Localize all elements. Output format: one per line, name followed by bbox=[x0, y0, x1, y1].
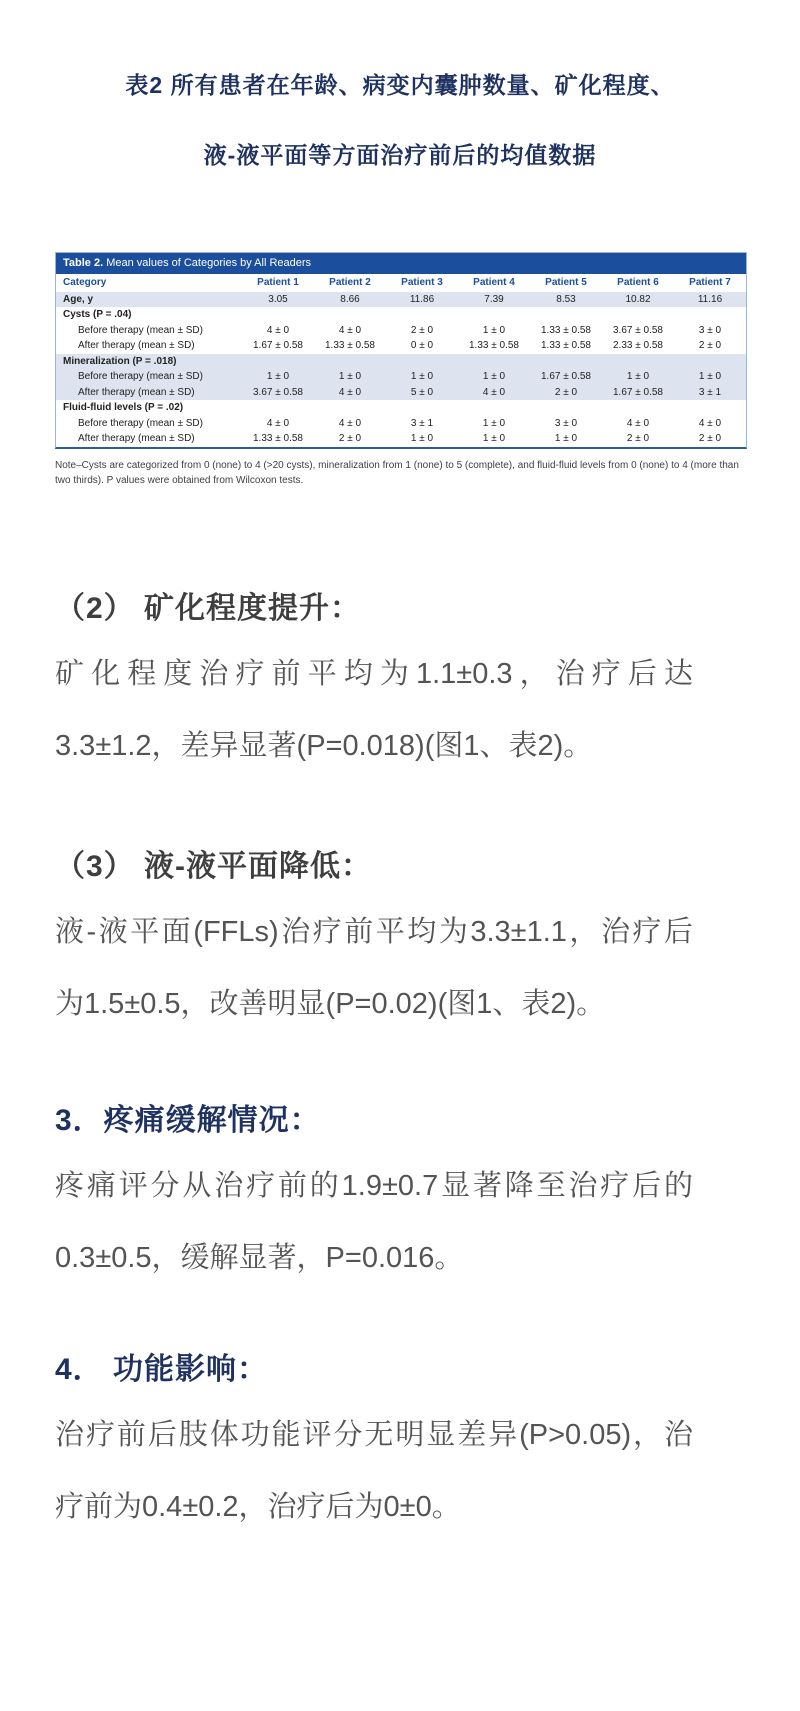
table-cell: 1 ± 0 bbox=[482, 371, 506, 383]
table-cell: 11.16 bbox=[697, 293, 723, 305]
paragraph-line: 0.3±0.5，缓解显著，P=0.016。 bbox=[55, 1241, 464, 1274]
row-label: After therapy (mean ± SD) bbox=[78, 386, 195, 398]
table-title-bold: Table 2. bbox=[63, 257, 104, 269]
column-header-category: Category bbox=[63, 277, 107, 289]
table-note: Note–Cysts are categorized from 0 (none) to 4 (>20 cysts), mineralization from 1 (none) to 5 (complete), and fluid-fluid levels from 0 (none) to 4 (more than two thirds). P values were obtained from Wilcoxon tests. bbox=[55, 459, 739, 486]
paragraph-line: 疼痛评分从治疗前的1.9±0.7显著降至治疗后的 bbox=[55, 1169, 693, 1202]
table-row-mineralization-after bbox=[56, 385, 746, 401]
table-cell: 4 ± 0 bbox=[338, 386, 362, 398]
row-label: Before therapy (mean ± SD) bbox=[78, 324, 203, 336]
table-figure bbox=[55, 252, 747, 449]
page-title bbox=[0, 50, 800, 190]
table-row-age bbox=[56, 292, 746, 308]
row-label: After therapy (mean ± SD) bbox=[78, 433, 195, 445]
table-row-cysts-group bbox=[56, 307, 746, 323]
table-cell: 1.33 ± 0.58 bbox=[253, 433, 303, 445]
table-cell: 4 ± 0 bbox=[626, 417, 650, 429]
row-label: Before therapy (mean ± SD) bbox=[78, 417, 203, 429]
table-cell: 3 ± 0 bbox=[698, 324, 722, 336]
table-cell: 1 ± 0 bbox=[266, 371, 290, 383]
table-cell: 4 ± 0 bbox=[698, 417, 722, 429]
table-cell: 3.67 ± 0.58 bbox=[613, 324, 663, 336]
table-cell: 7.39 bbox=[484, 293, 504, 305]
table-cell: 8.53 bbox=[556, 293, 576, 305]
table-row-ffl-group bbox=[56, 400, 746, 416]
paragraph-line: 为1.5±0.5，改善明显(P=0.02)(图1、表2)。 bbox=[55, 987, 606, 1020]
section-heading-2: （2） 矿化程度提升： bbox=[55, 591, 362, 625]
table-cell: 2 ± 0 bbox=[410, 324, 434, 336]
table-cell: 3 ± 0 bbox=[554, 417, 578, 429]
table-row-cysts-before bbox=[56, 323, 746, 339]
column-header-patient-3: Patient 3 bbox=[401, 277, 443, 289]
table-row-mineralization-before bbox=[56, 369, 746, 385]
section-heading-function: 4． 功能影响： bbox=[55, 1352, 269, 1386]
table-cell: 1 ± 0 bbox=[698, 371, 722, 383]
row-label: Age, y bbox=[63, 293, 94, 305]
column-header-patient-5: Patient 5 bbox=[545, 277, 587, 289]
section-pain-paragraph bbox=[55, 1150, 693, 1294]
section-heading-pain: 3．疼痛缓解情况： bbox=[55, 1103, 321, 1137]
row-label: After therapy (mean ± SD) bbox=[78, 340, 195, 352]
table-cell: 1 ± 0 bbox=[410, 433, 434, 445]
table-row-ffl-before bbox=[56, 416, 746, 432]
column-header-patient-6: Patient 6 bbox=[617, 277, 659, 289]
table-cell: 1.67 ± 0.58 bbox=[253, 340, 303, 352]
paragraph-line: 疗前为0.4±0.2，治疗后为0±0。 bbox=[55, 1490, 461, 1523]
table-cell: 4 ± 0 bbox=[266, 417, 290, 429]
table-cell: 1.33 ± 0.58 bbox=[541, 324, 591, 336]
row-label: Mineralization (P = .018) bbox=[63, 355, 177, 367]
column-header-patient-4: Patient 4 bbox=[473, 277, 515, 289]
column-header-patient-2: Patient 2 bbox=[329, 277, 371, 289]
table-title-rest: Mean values of Categories by All Readers bbox=[103, 257, 312, 269]
table-cell: 2 ± 0 bbox=[338, 433, 362, 445]
table-cell: 10.82 bbox=[625, 293, 651, 305]
paragraph-line: 液-液平面(FFLs)治疗前平均为3.3±1.1，治疗后 bbox=[55, 915, 693, 948]
page-title-line-2: 液-液平面等方面治疗前后的均值数据 bbox=[203, 142, 597, 168]
table-cell: 4 ± 0 bbox=[266, 324, 290, 336]
table-cell: 3.67 ± 0.58 bbox=[253, 386, 303, 398]
table-cell bbox=[242, 400, 746, 416]
table-cell: 1.33 ± 0.58 bbox=[469, 340, 519, 352]
table-cell: 4 ± 0 bbox=[338, 417, 362, 429]
table-title bbox=[56, 253, 746, 274]
table-cell: 5 ± 0 bbox=[410, 386, 434, 398]
table-cell: 1 ± 0 bbox=[482, 324, 506, 336]
table-cell: 1 ± 0 bbox=[626, 371, 650, 383]
row-label: Cysts (P = .04) bbox=[63, 309, 132, 321]
table-cell: 3 ± 1 bbox=[698, 386, 722, 398]
table-header-row bbox=[56, 274, 746, 292]
table-cell: 8.66 bbox=[340, 293, 360, 305]
table-row-cysts-after bbox=[56, 338, 746, 354]
table-cell: 4 ± 0 bbox=[482, 386, 506, 398]
table-cell bbox=[242, 354, 746, 370]
table-row-ffl-after bbox=[56, 431, 746, 447]
table-cell: 3 ± 1 bbox=[410, 417, 434, 429]
table-cell: 2 ± 0 bbox=[698, 340, 722, 352]
section-3-paragraph bbox=[55, 896, 693, 1040]
table-cell: 1 ± 0 bbox=[554, 433, 578, 445]
row-label: Before therapy (mean ± SD) bbox=[78, 371, 203, 383]
paragraph-line: 治疗前后肢体功能评分无明显差异(P>0.05)，治 bbox=[55, 1418, 693, 1451]
row-label: Fluid-fluid levels (P = .02) bbox=[63, 402, 184, 414]
table-cell: 11.86 bbox=[409, 293, 435, 305]
paragraph-line: 矿化程度治疗前平均为1.1±0.3，治疗后达 bbox=[55, 657, 693, 690]
table-cell: 1 ± 0 bbox=[482, 433, 506, 445]
section-2-paragraph bbox=[55, 638, 693, 782]
table-cell: 3.05 bbox=[268, 293, 288, 305]
table-cell: 1.67 ± 0.58 bbox=[541, 371, 591, 383]
column-header-patient-1: Patient 1 bbox=[257, 277, 299, 289]
table-cell: 2 ± 0 bbox=[698, 433, 722, 445]
table-cell: 0 ± 0 bbox=[410, 340, 434, 352]
table-cell: 1 ± 0 bbox=[482, 417, 506, 429]
table-cell: 1.33 ± 0.58 bbox=[541, 340, 591, 352]
data-table bbox=[56, 274, 746, 447]
paragraph-line: 3.3±1.2，差异显著(P=0.018)(图1、表2)。 bbox=[55, 729, 593, 762]
section-heading-3: （3） 液-液平面降低： bbox=[55, 849, 373, 883]
table-cell bbox=[242, 307, 746, 323]
table-cell: 2 ± 0 bbox=[554, 386, 578, 398]
table-cell: 1 ± 0 bbox=[338, 371, 362, 383]
table-cell: 1.33 ± 0.58 bbox=[325, 340, 375, 352]
table-cell: 4 ± 0 bbox=[338, 324, 362, 336]
table-cell: 1.67 ± 0.58 bbox=[613, 386, 663, 398]
column-header-patient-7: Patient 7 bbox=[689, 277, 731, 289]
section-function-paragraph bbox=[55, 1399, 693, 1543]
table-cell: 2.33 ± 0.58 bbox=[613, 340, 663, 352]
table-row-mineralization-group bbox=[56, 354, 746, 370]
page-title-line-1: 表2 所有患者在年龄、病变内囊肿数量、矿化程度、 bbox=[125, 72, 675, 98]
table-cell: 1 ± 0 bbox=[410, 371, 434, 383]
table-cell: 2 ± 0 bbox=[626, 433, 650, 445]
